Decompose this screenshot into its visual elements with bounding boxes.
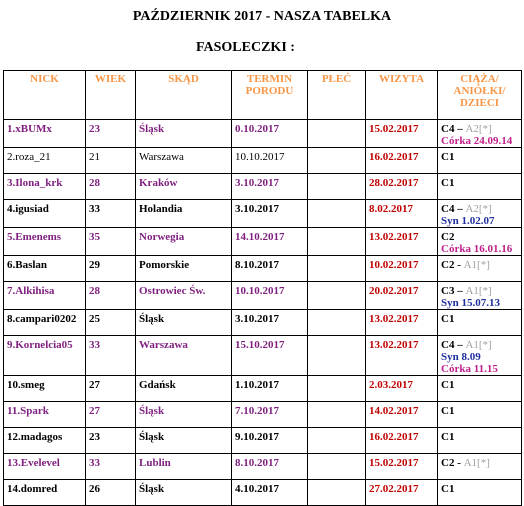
cell-plec	[308, 428, 366, 454]
cell-skad: Śląsk	[136, 310, 232, 336]
cell-wiek: 25	[86, 310, 136, 336]
status-main: C1	[441, 151, 455, 163]
status-main: C1	[441, 379, 455, 391]
cell-plec	[308, 402, 366, 428]
cell-nick: 10.smeg	[4, 376, 86, 402]
status-grey: A1[*]	[465, 285, 492, 297]
cell-skad: Śląsk	[136, 402, 232, 428]
cell-skad: Gdańsk	[136, 376, 232, 402]
status-grey: A2[*]	[465, 123, 492, 135]
cell-wizyta: 13.02.2017	[366, 310, 438, 336]
cell-status	[438, 200, 522, 228]
cell-wiek: 33	[86, 454, 136, 480]
cell-status	[438, 310, 522, 336]
status-main: C1	[441, 431, 455, 443]
cell-nick: 11.Spark	[4, 402, 86, 428]
cell-wizyta: 28.02.2017	[366, 174, 438, 200]
cell-wizyta: 15.02.2017	[366, 454, 438, 480]
cell-plec	[308, 256, 366, 282]
cell-plec	[308, 148, 366, 174]
table-header-row	[4, 71, 522, 120]
cell-wiek: 35	[86, 228, 136, 256]
cell-plec	[308, 228, 366, 256]
cell-termin: 7.10.2017	[232, 402, 308, 428]
status-main: C1	[441, 313, 455, 325]
cell-nick: 4.igusiad	[4, 200, 86, 228]
cell-nick: 2.roza_21	[4, 148, 86, 174]
cell-skad: Pomorskie	[136, 256, 232, 282]
cell-termin: 4.10.2017	[232, 480, 308, 506]
header-plec: PŁEĆ	[308, 71, 366, 120]
cell-termin: 3.10.2017	[232, 310, 308, 336]
cell-wizyta: 15.02.2017	[366, 120, 438, 148]
cell-termin: 0.10.2017	[232, 120, 308, 148]
cell-wizyta: 16.02.2017	[366, 148, 438, 174]
cell-wiek: 33	[86, 200, 136, 228]
cell-wizyta: 16.02.2017	[366, 428, 438, 454]
cell-plec	[308, 336, 366, 376]
cell-nick: 6.Baslan	[4, 256, 86, 282]
table-row	[4, 310, 522, 336]
cell-skad: Ostrowiec Św.	[136, 282, 232, 310]
cell-status	[438, 336, 522, 376]
table-row	[4, 376, 522, 402]
cell-status	[438, 120, 522, 148]
status-extra: Syn 15.07.13	[441, 297, 500, 309]
cell-termin: 10.10.2017	[232, 148, 308, 174]
header-termin: TERMIN PORODU	[232, 71, 308, 120]
cell-status	[438, 428, 522, 454]
cell-wiek: 28	[86, 282, 136, 310]
table-row	[4, 228, 522, 256]
cell-plec	[308, 310, 366, 336]
cell-plec	[308, 376, 366, 402]
status-grey: A1[*]	[465, 339, 492, 351]
cell-wiek: 23	[86, 120, 136, 148]
cell-plec	[308, 200, 366, 228]
members-table	[3, 70, 522, 506]
cell-plec	[308, 120, 366, 148]
cell-termin: 3.10.2017	[232, 174, 308, 200]
cell-wizyta: 20.02.2017	[366, 282, 438, 310]
header-nick: NICK	[4, 71, 86, 120]
header-status: CIĄŻA/ ANIÓŁKI/ DZIECI	[438, 71, 522, 120]
status-main: C1	[441, 405, 455, 417]
table-row	[4, 480, 522, 506]
status-main: C2 -	[441, 457, 461, 469]
cell-wizyta: 27.02.2017	[366, 480, 438, 506]
cell-wiek: 23	[86, 428, 136, 454]
cell-termin: 9.10.2017	[232, 428, 308, 454]
cell-wizyta: 13.02.2017	[366, 336, 438, 376]
cell-termin: 14.10.2017	[232, 228, 308, 256]
table-row	[4, 336, 522, 376]
cell-skad: Śląsk	[136, 480, 232, 506]
cell-status	[438, 454, 522, 480]
cell-status	[438, 228, 522, 256]
cell-nick: 5.Emenems	[4, 228, 86, 256]
cell-wiek: 27	[86, 402, 136, 428]
page-subtitle: FASOLECZKI :	[196, 40, 295, 55]
cell-plec	[308, 174, 366, 200]
cell-termin: 10.10.2017	[232, 282, 308, 310]
status-grey: A1[*]	[463, 259, 490, 271]
header-wiek: WIEK	[86, 71, 136, 120]
cell-skad: Śląsk	[136, 120, 232, 148]
cell-nick: 7.Alkihisa	[4, 282, 86, 310]
cell-status	[438, 402, 522, 428]
status-main: C1	[441, 483, 455, 495]
cell-termin: 8.10.2017	[232, 256, 308, 282]
cell-status	[438, 256, 522, 282]
cell-wiek: 26	[86, 480, 136, 506]
cell-wizyta: 10.02.2017	[366, 256, 438, 282]
status-extra: Syn 1.02.07	[441, 215, 495, 227]
cell-plec	[308, 454, 366, 480]
table-row	[4, 120, 522, 148]
header-wizyta: WIZYTA	[366, 71, 438, 120]
cell-status	[438, 174, 522, 200]
status-main: C2 -	[441, 259, 461, 271]
cell-nick: 14.domred	[4, 480, 86, 506]
cell-nick: 3.Ilona_krk	[4, 174, 86, 200]
cell-wiek: 28	[86, 174, 136, 200]
table-row	[4, 200, 522, 228]
cell-nick: 9.Kornelcia05	[4, 336, 86, 376]
cell-status	[438, 480, 522, 506]
cell-wiek: 33	[86, 336, 136, 376]
cell-skad: Holandia	[136, 200, 232, 228]
cell-wizyta: 2.03.2017	[366, 376, 438, 402]
page-title: PAŹDZIERNIK 2017 - NASZA TABELKA	[132, 9, 392, 24]
cell-termin: 3.10.2017	[232, 200, 308, 228]
cell-termin: 8.10.2017	[232, 454, 308, 480]
cell-wizyta: 14.02.2017	[366, 402, 438, 428]
cell-termin: 1.10.2017	[232, 376, 308, 402]
header-skad: SKĄD	[136, 71, 232, 120]
status-main: C1	[441, 177, 455, 189]
status-grey: A1[*]	[463, 457, 490, 469]
status-extra: Córka 16.01.16	[441, 243, 513, 255]
cell-plec	[308, 480, 366, 506]
cell-nick: 13.Evelevel	[4, 454, 86, 480]
table-row	[4, 428, 522, 454]
cell-termin: 15.10.2017	[232, 336, 308, 376]
table-row	[4, 174, 522, 200]
cell-wizyta: 13.02.2017	[366, 228, 438, 256]
status-extra-2: Córka 11.15	[441, 363, 498, 375]
status-main: C4 –	[441, 203, 463, 215]
status-main: C2	[441, 231, 455, 243]
status-grey: A2[*]	[465, 203, 492, 215]
cell-skad: Kraków	[136, 174, 232, 200]
table-row	[4, 148, 522, 174]
status-extra: Syn 8.09	[441, 351, 481, 363]
cell-wiek: 29	[86, 256, 136, 282]
status-main: C4 –	[441, 123, 463, 135]
table-row	[4, 282, 522, 310]
table-row	[4, 402, 522, 428]
cell-status	[438, 148, 522, 174]
cell-skad: Śląsk	[136, 428, 232, 454]
cell-skad: Norwegia	[136, 228, 232, 256]
status-extra: Córka 24.09.14	[441, 135, 513, 147]
cell-nick: 12.madagos	[4, 428, 86, 454]
cell-nick: 1.xBUMx	[4, 120, 86, 148]
cell-status	[438, 376, 522, 402]
cell-nick: 8.campari0202	[4, 310, 86, 336]
cell-status	[438, 282, 522, 310]
cell-wiek: 27	[86, 376, 136, 402]
cell-skad: Warszawa	[136, 336, 232, 376]
cell-skad: Lublin	[136, 454, 232, 480]
table-row	[4, 454, 522, 480]
cell-wiek: 21	[86, 148, 136, 174]
cell-skad: Warszawa	[136, 148, 232, 174]
table-row	[4, 256, 522, 282]
status-main: C4 –	[441, 339, 463, 351]
status-main: C3 –	[441, 285, 463, 297]
cell-wizyta: 8.02.2017	[366, 200, 438, 228]
cell-plec	[308, 282, 366, 310]
